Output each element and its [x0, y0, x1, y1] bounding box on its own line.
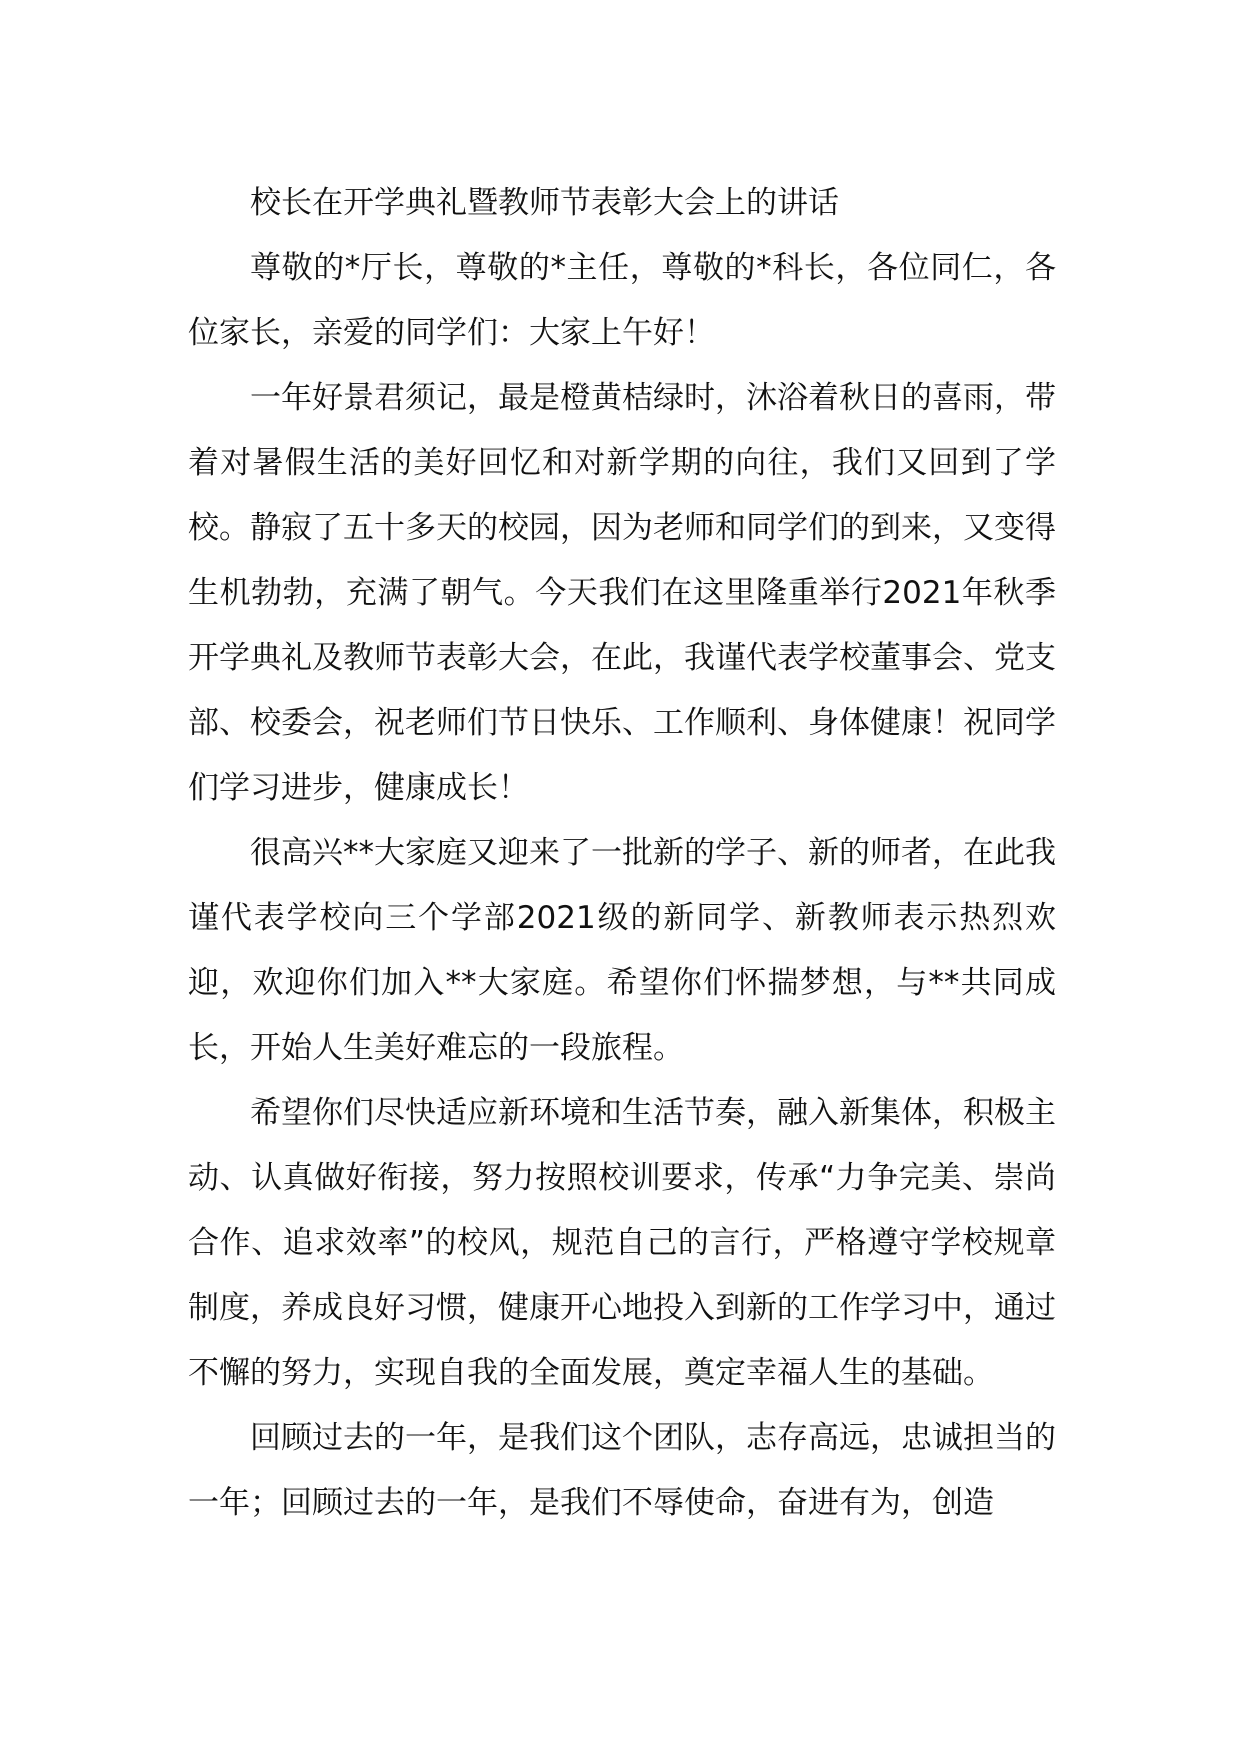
paragraph-greeting: 尊敬的*厅长，尊敬的*主任，尊敬的*科长，各位同仁，各位家长，亲爱的同学们：大家上午好！ [188, 250, 1056, 351]
paragraph-hopes: 希望你们尽快适应新环境和生活节奏，融入新集体，积极主动、认真做好衔接，努力按照校训要求，传承“力争完美、崇尚合作、追求效率”的校风，规范自己的言行，严格遵守学校规章制度，养成良好习惯，健康开心地投入到新的工作学习中，通过不懈的努力，实现自我的全面发展，奠定幸福人生的基础。 [188, 1095, 1056, 1391]
document-body [188, 171, 1056, 1536]
document-title: 校长在开学典礼暨教师节表彰大会上的讲话 [250, 185, 839, 221]
paragraph-review: 回顾过去的一年，是我们这个团队，志存高远，忠诚担当的一年；回顾过去的一年，是我们不辱使命，奋进有为，创造 [188, 1420, 1056, 1521]
paragraph-welcome: 很高兴**大家庭又迎来了一批新的学子、新的师者，在此我谨代表学校向三个学部2021级的新同学、新教师表示热烈欢迎，欢迎你们加入**大家庭。希望你们怀揣梦想，与**共同成长，开始人生美好难忘的一段旅程。 [188, 835, 1056, 1066]
paragraph-opening: 一年好景君须记，最是橙黄桔绿时，沐浴着秋日的喜雨，带着对暑假生活的美好回忆和对新学期的向往，我们又回到了学校。静寂了五十多天的校园，因为老师和同学们的到来，又变得生机勃勃，充满了朝气。今天我们在这里隆重举行2021年秋季开学典礼及教师节表彰大会，在此，我谨代表学校董事会、党支部、校委会，祝老师们节日快乐、工作顺利、身体健康！祝同学们学习进步，健康成长！ [188, 380, 1056, 806]
